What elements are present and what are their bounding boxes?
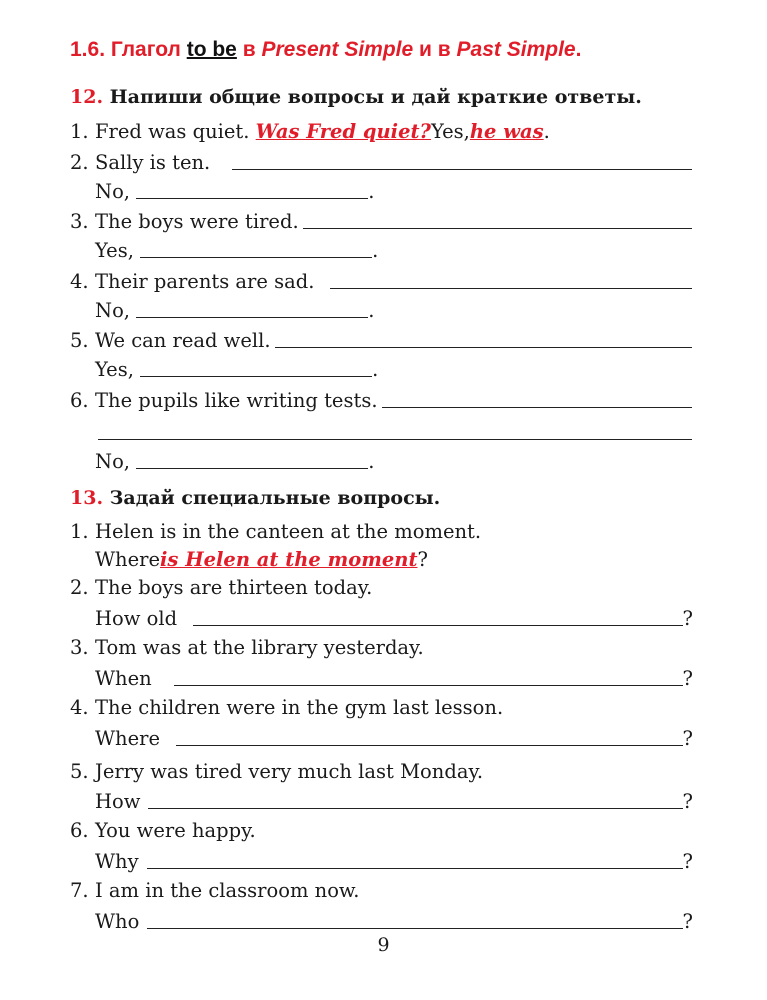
answer-blank[interactable] bbox=[382, 383, 692, 408]
ex13-item-3-question: When ? bbox=[95, 660, 693, 690]
answer-blank[interactable] bbox=[148, 784, 682, 809]
ex12-item-4: 4. Their parents are sad. bbox=[70, 263, 692, 293]
ex13-answer: is Helen at the moment bbox=[160, 548, 418, 571]
page-number: 9 bbox=[377, 934, 390, 956]
ex12-answer-short: he was bbox=[469, 120, 544, 143]
answer-blank[interactable] bbox=[147, 904, 682, 929]
answer-blank[interactable] bbox=[147, 844, 683, 869]
title-to-be: to be bbox=[186, 38, 237, 61]
section-title: 1.6. Глагол to be в Present Simple и в Past Simple. bbox=[70, 38, 582, 61]
ex13-item-3: 3. Tom was at the library yesterday. bbox=[70, 636, 424, 659]
exercise-13-heading: 13. Задай специальные вопросы. bbox=[70, 487, 441, 509]
answer-blank[interactable] bbox=[275, 323, 692, 348]
ex12-item-2: 2. Sally is ten. bbox=[70, 144, 692, 174]
ex12-item-1: 1. Fred was quiet. Was Fred quiet? Yes, he was . bbox=[70, 120, 550, 143]
ex12-item-6: 6. The pupils like writing tests. bbox=[70, 382, 692, 412]
ex13-item-2-question: How old ? bbox=[95, 600, 693, 630]
answer-blank[interactable] bbox=[140, 233, 372, 258]
ex13-item-1: 1. Helen is in the canteen at the moment. bbox=[70, 520, 482, 543]
ex12-item-6-reply: No, . bbox=[95, 443, 374, 473]
ex13-item-2: 2. The boys are thirteen today. bbox=[70, 576, 373, 599]
answer-blank[interactable] bbox=[136, 444, 368, 469]
ex13-item-4-question: Where ? bbox=[95, 720, 693, 750]
exercise-12-heading: 12. Напиши общие вопросы и дай краткие ответы. bbox=[70, 86, 642, 108]
answer-blank[interactable] bbox=[98, 415, 692, 440]
ex13-item-1-question: Where is Helen at the moment ? bbox=[95, 548, 428, 571]
answer-blank[interactable] bbox=[136, 174, 368, 199]
answer-blank[interactable] bbox=[232, 145, 692, 170]
answer-blank[interactable] bbox=[140, 352, 372, 377]
ex13-item-6-question: Why ? bbox=[95, 843, 693, 873]
ex12-item-2-reply: No, . bbox=[95, 173, 374, 203]
answer-blank[interactable] bbox=[174, 661, 683, 686]
ex12-item-3-reply: Yes, . bbox=[95, 232, 378, 262]
ex13-item-5-question: How ? bbox=[95, 783, 693, 813]
answer-blank[interactable] bbox=[193, 601, 682, 626]
ex13-item-4: 4. The children were in the gym last lesson. bbox=[70, 696, 504, 719]
ex12-item-3: 3. The boys were tired. bbox=[70, 203, 692, 233]
ex12-item-5: 5. We can read well. bbox=[70, 322, 692, 352]
ex12-answer-question: Was Fred quiet? bbox=[255, 120, 431, 143]
ex12-item-6-extra-line bbox=[98, 414, 692, 444]
ex13-item-6: 6. You were happy. bbox=[70, 819, 256, 842]
ex12-item-5-reply: Yes, . bbox=[95, 351, 378, 381]
ex13-item-7: 7. I am in the classroom now. bbox=[70, 879, 360, 902]
ex13-item-7-question: Who ? bbox=[95, 903, 693, 933]
answer-blank[interactable] bbox=[136, 293, 368, 318]
ex13-item-5: 5. Jerry was tired very much last Monday. bbox=[70, 760, 484, 783]
answer-blank[interactable] bbox=[330, 264, 692, 289]
answer-blank[interactable] bbox=[176, 721, 683, 746]
ex12-item-4-reply: No, . bbox=[95, 292, 374, 322]
answer-blank[interactable] bbox=[303, 204, 692, 229]
